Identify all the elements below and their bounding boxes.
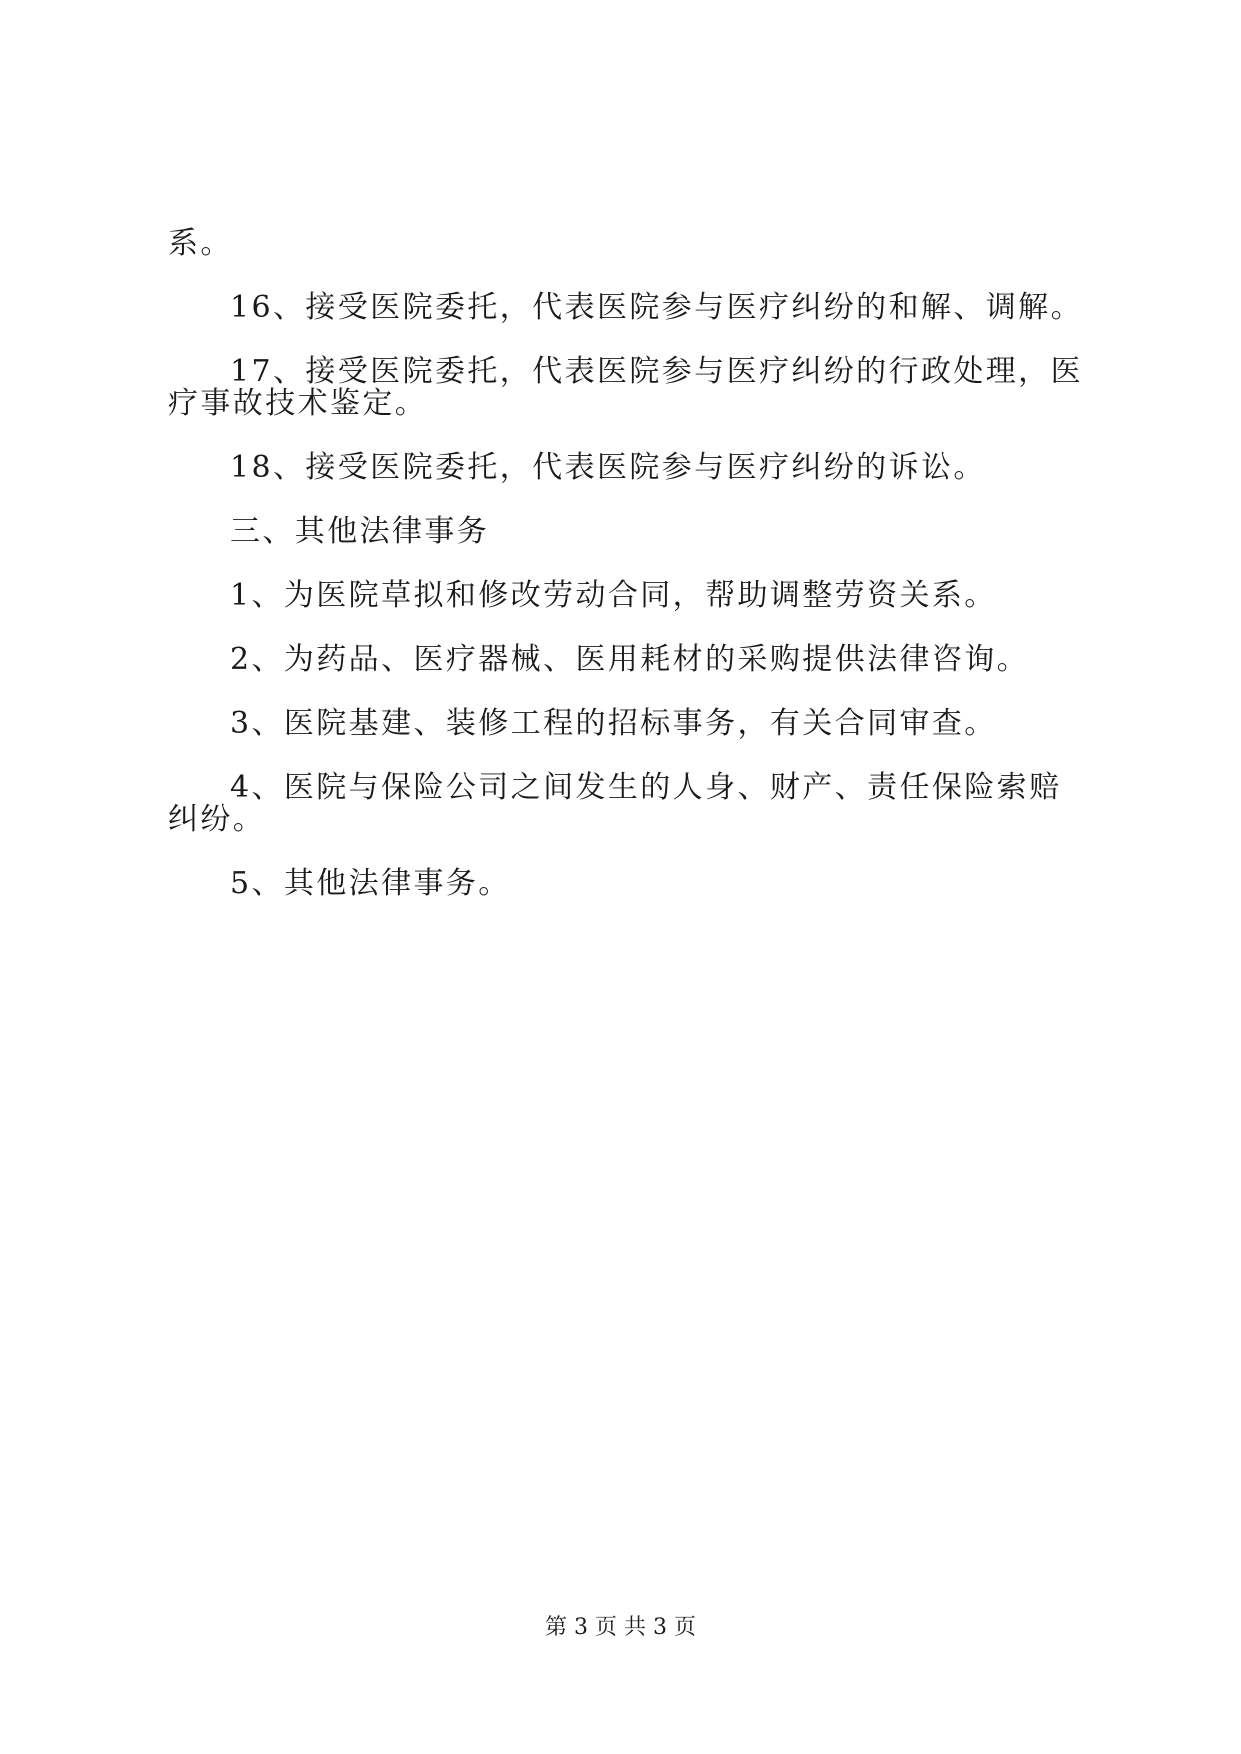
paragraph-item-5: 5、其他法律事务。 bbox=[230, 866, 511, 901]
paragraph-item-16: 16、接受医院委托，代表医院参与医疗纠纷的和解、调解。 bbox=[230, 290, 1083, 325]
paragraph-item-17: 17、接受医院委托，代表医院参与医疗纠纷的行政处理，医疗事故技术鉴定。 bbox=[168, 354, 1083, 421]
document-body bbox=[168, 228, 1088, 932]
paragraph-item-3: 3、医院基建、装修工程的招标事务，有关合同审查。 bbox=[230, 706, 997, 741]
paragraph-item-4: 4、医院与保险公司之间发生的人身、财产、责任保险索赔纠纷。 bbox=[168, 770, 1062, 837]
section-heading-other-legal-affairs: 三、其他法律事务 bbox=[230, 514, 490, 549]
paragraph-item-1: 1、为医院草拟和修改劳动合同，帮助调整劳资关系。 bbox=[230, 578, 997, 613]
paragraph-item-18: 18、接受医院委托，代表医院参与医疗纠纷的诉讼。 bbox=[230, 450, 986, 485]
page-footer: 第 3 页 共 3 页 bbox=[545, 1615, 696, 1640]
paragraph-continuation: 系。 bbox=[168, 226, 233, 261]
paragraph-item-2: 2、为药品、医疗器械、医用耗材的采购提供法律咨询。 bbox=[230, 642, 1030, 677]
